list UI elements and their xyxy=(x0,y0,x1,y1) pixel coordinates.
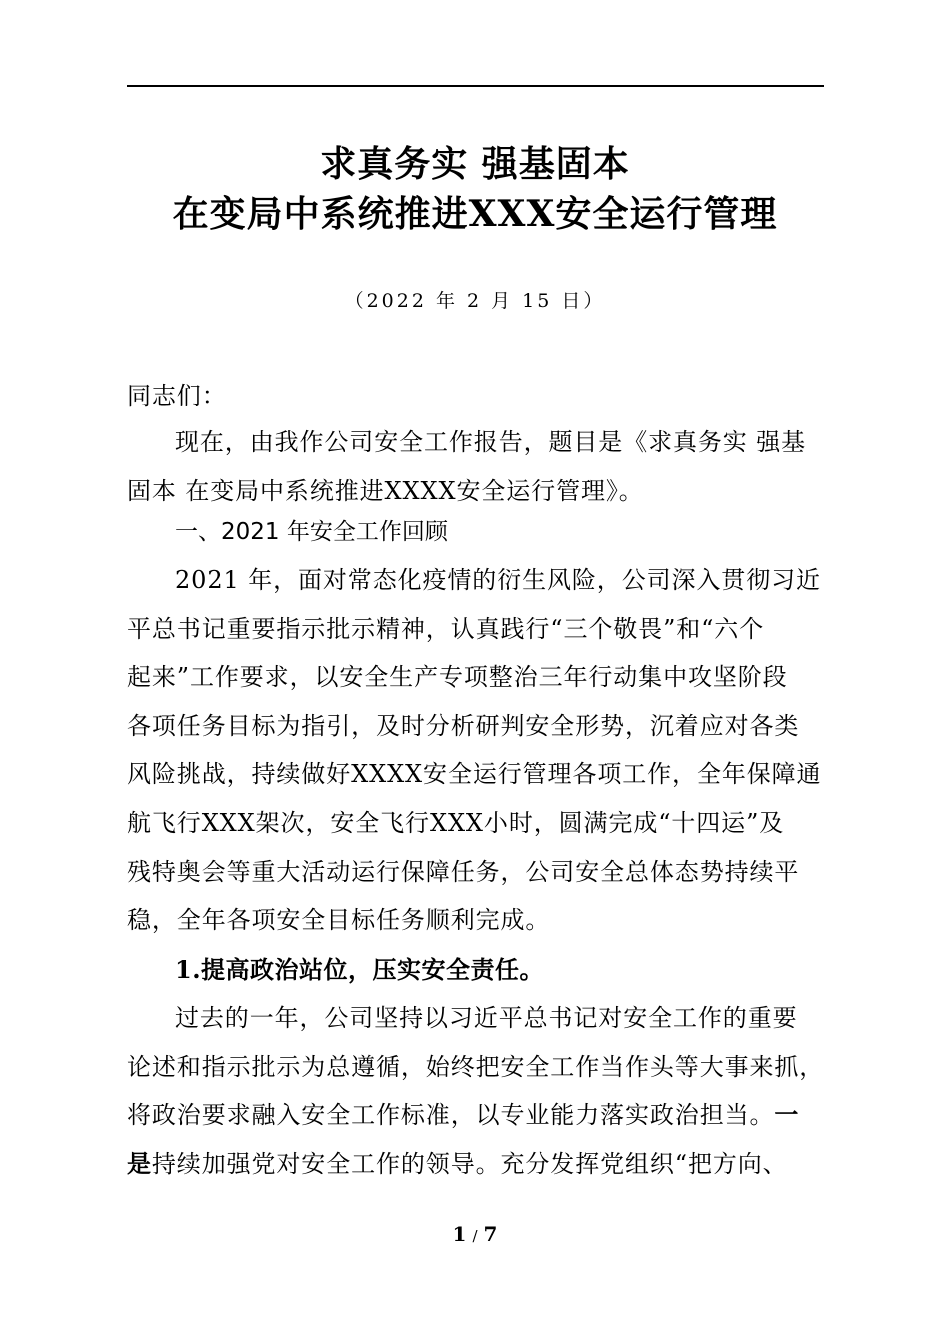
paragraph-line: 平总书记重要指示批示精神，认真践行“三个敬畏”和“六个 xyxy=(127,614,765,643)
intro-line: 固本 在变局中系统推进XXXX安全运行管理》。 xyxy=(127,476,644,505)
paragraph-line: 残特奥会等重大活动运行保障任务，公司安全总体态势持续平 xyxy=(127,857,800,886)
paragraph-line xyxy=(127,1091,827,1140)
paragraph-line-text: 将政治要求融入安全工作标准，以专业能力落实政治担当。 xyxy=(127,1101,775,1130)
document-date: （2022 年 2 月 15 日） xyxy=(344,290,606,312)
page-separator: / xyxy=(472,1227,478,1245)
ordinal-bold-first: 一 xyxy=(774,1100,800,1130)
page-current: 1 xyxy=(452,1222,467,1246)
paragraph-line: 稳，全年各项安全目标任务顺利完成。 xyxy=(127,906,551,935)
paragraph-line: 航飞行XXX架次，安全飞行XXX小时，圆满完成“十四运”及 xyxy=(127,808,785,837)
ordinal-bold-shi: 是 xyxy=(127,1148,152,1178)
section-1-paragraph xyxy=(127,556,827,945)
salutation-text: 同志们： xyxy=(127,382,227,410)
paragraph-line xyxy=(127,1140,827,1189)
paragraph-line: 风险挑战，持续做好XXXX安全运行管理各项工作，全年保障通 xyxy=(127,760,822,789)
paragraph-line: 过去的一年，公司坚持以习近平总书记对安全工作的重要 xyxy=(175,1004,798,1032)
paragraph-line-text: 持续加强党对安全工作的领导。充分发挥党组织“把方向、 xyxy=(151,1149,788,1178)
paragraph-line: 2021 年，面对常态化疫情的衍生风险，公司深入贯彻习近 xyxy=(175,566,821,594)
section-1-heading: 一、2021 年安全工作回顾 xyxy=(175,519,448,545)
document-title-line-1: 求真务实 强基固本 xyxy=(320,143,630,185)
page-total: 7 xyxy=(483,1222,498,1246)
page-number xyxy=(0,1222,950,1246)
document-title-line-2: 在变局中系统推进XXX安全运行管理 xyxy=(172,193,778,235)
intro-paragraph xyxy=(127,418,827,515)
header-rule xyxy=(127,85,824,87)
paragraph-line: 起来”工作要求，以安全生产专项整治三年行动集中攻坚阶段 xyxy=(127,663,788,692)
subsection-1-paragraph xyxy=(127,994,827,1188)
paragraph-line: 论述和指示批示为总遵循，始终把安全工作当作头等大事来抓， xyxy=(127,1052,825,1081)
paragraph-line: 各项任务目标为指引，及时分析研判安全形势，沉着应对各类 xyxy=(127,711,800,740)
intro-line: 现在，由我作公司安全工作报告，题目是《求真务实 强基 xyxy=(175,428,807,456)
salutation xyxy=(127,372,827,421)
subsection-1-heading: 1.提高政治站位，压实安全责任。 xyxy=(175,955,545,984)
